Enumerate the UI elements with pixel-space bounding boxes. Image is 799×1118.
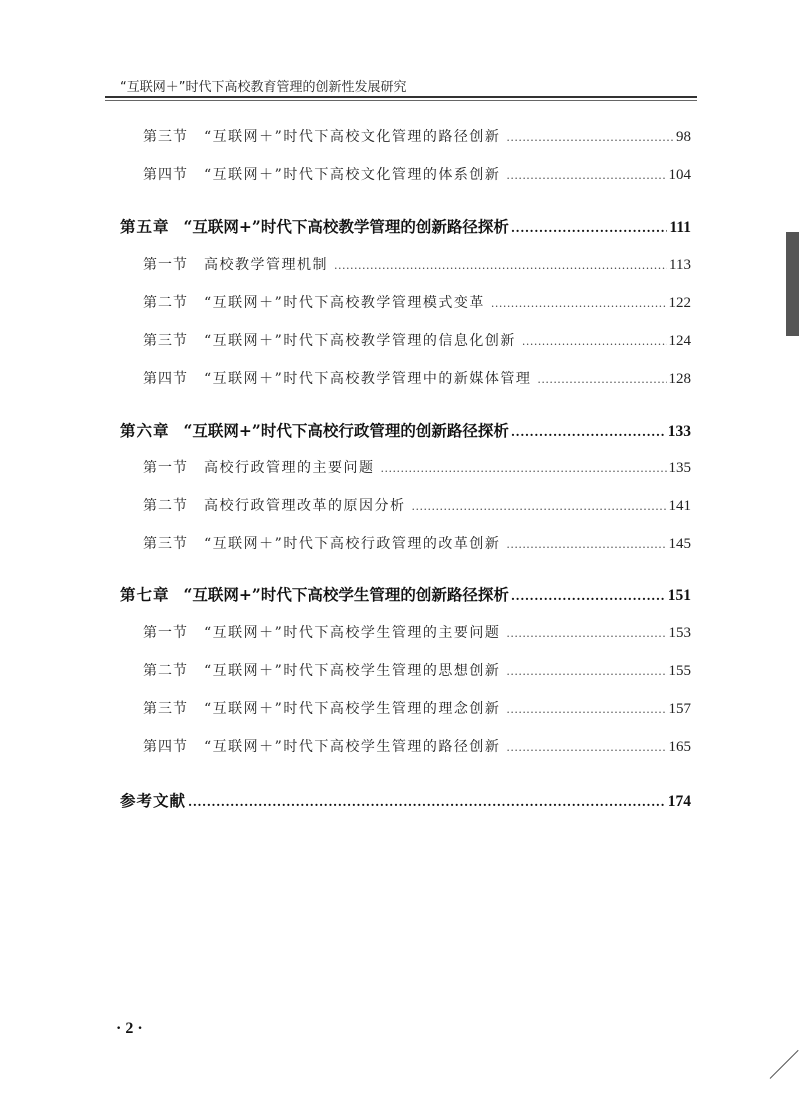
toc-entry-ch4-sec4[interactable] [143,164,691,184]
toc-dot-leader [506,538,666,551]
toc-entry-ch4-sec3[interactable] [143,126,691,146]
running-header: “互联网＋”时代下高校教育管理的创新性发展研究 [120,80,407,95]
toc-entry-page: 157 [668,701,691,717]
toc-entry-ch6-sec3[interactable] [143,533,691,553]
toc-entry-page: 141 [668,498,691,514]
toc-dot-leader [491,297,667,310]
toc-entry-ch5-sec3[interactable] [143,330,691,350]
toc-chapter-5[interactable] [120,215,691,237]
toc-chapter-number: 第七章 [120,585,170,604]
toc-entry-page: 145 [668,536,691,552]
toc-entry-number: 第三节 [143,701,188,717]
toc-dot-leader [188,795,666,809]
toc-entry-title: “互联网＋”时代下高校学生管理的思想创新 [204,663,501,679]
header-rule-thick [105,96,697,98]
toc-entry-page: 113 [669,257,691,273]
toc-dot-leader [506,627,666,640]
toc-chapter-6[interactable] [120,419,691,441]
toc-entry-number: 第四节 [143,371,188,387]
toc-entry-number: 第二节 [143,498,188,514]
toc-entry-page: 104 [668,167,691,183]
toc-entry-page: 122 [668,295,691,311]
toc-dot-leader [511,425,666,439]
toc-entry-number: 第一节 [143,257,188,273]
toc-entry-ch7-sec1[interactable] [143,622,691,642]
toc-dot-leader [511,589,666,603]
toc-chapter-page: 133 [667,423,691,440]
toc-entry-title: “互联网＋”时代下高校教学管理中的新媒体管理 [204,371,532,387]
toc-dot-leader [506,665,666,678]
toc-chapter-title: “互联网+”时代下高校行政管理的创新路径探析 [183,421,509,440]
toc-entry-title: “互联网＋”时代下高校教学管理模式变革 [204,295,485,311]
page-number: · 2 · [116,1020,143,1037]
toc-entry-ch5-sec2[interactable] [143,292,691,312]
toc-chapter-title: “互联网+”时代下高校学生管理的创新路径探析 [183,585,509,604]
toc-entry-number: 第二节 [143,663,188,679]
toc-entry-number: 第一节 [143,625,188,641]
toc-chapter-number: 第六章 [120,421,170,440]
side-thumb-tab [786,232,799,336]
toc-entry-title: 高校教学管理机制 [204,257,328,273]
toc-chapter-page: 111 [669,219,691,236]
corner-crop-mark [770,1050,799,1079]
toc-entry-ch6-sec1[interactable] [143,457,691,477]
toc-dot-leader [506,703,666,716]
toc-dot-leader [381,462,667,475]
toc-entry-number: 第三节 [143,333,188,349]
toc-entry-number: 第二节 [143,295,188,311]
toc-dot-leader [506,169,666,182]
toc-entry-title: 高校行政管理改革的原因分析 [204,498,406,514]
toc-entry-number: 第四节 [143,167,188,183]
toc-entry-ch7-sec4[interactable] [143,736,691,756]
toc-entry-title: 高校行政管理的主要问题 [204,460,375,476]
toc-dot-leader [511,221,668,235]
toc-entry-title: “互联网＋”时代下高校文化管理的体系创新 [204,167,501,183]
toc-references-page: 174 [667,793,691,810]
toc-dot-leader [522,335,667,348]
toc-dot-leader [506,131,674,144]
toc-chapter-7[interactable] [120,583,691,605]
toc-entry-page: 128 [668,371,691,387]
toc-entry-title: “互联网＋”时代下高校文化管理的路径创新 [204,129,501,145]
toc-entry-page: 124 [668,333,691,349]
toc-chapter-number: 第五章 [120,217,170,236]
toc-entry-ch6-sec2[interactable] [143,495,691,515]
toc-dot-leader [506,741,666,754]
toc-chapter-title: “互联网+”时代下高校教学管理的创新路径探析 [183,217,509,236]
toc-entry-ch7-sec3[interactable] [143,698,691,718]
toc-entry-title: “互联网＋”时代下高校学生管理的理念创新 [204,701,501,717]
toc-entry-title: “互联网＋”时代下高校教学管理的信息化创新 [204,333,516,349]
toc-dot-leader [412,500,667,513]
toc-entry-number: 第三节 [143,536,188,552]
toc-entry-number: 第三节 [143,129,188,145]
toc-entry-page: 165 [668,739,691,755]
toc-entry-ch5-sec1[interactable] [143,254,691,274]
toc-entry-number: 第一节 [143,460,188,476]
toc-dot-leader [537,373,666,386]
toc-entry-title: “互联网＋”时代下高校行政管理的改革创新 [204,536,501,552]
toc-entry-page: 98 [676,129,691,145]
toc-dot-leader [334,259,667,272]
header-rule-thin [105,100,697,101]
toc-entry-page: 153 [668,625,691,641]
toc-references[interactable] [120,789,691,811]
toc-references-label: 参考文献 [120,791,187,810]
toc-entry-title: “互联网＋”时代下高校学生管理的主要问题 [204,625,501,641]
toc-entry-page: 135 [668,460,691,476]
toc-entry-number: 第四节 [143,739,188,755]
toc-entry-ch5-sec4[interactable] [143,368,691,388]
toc-chapter-page: 151 [667,587,691,604]
toc-entry-title: “互联网＋”时代下高校学生管理的路径创新 [204,739,501,755]
toc-entry-ch7-sec2[interactable] [143,660,691,680]
toc-entry-page: 155 [668,663,691,679]
